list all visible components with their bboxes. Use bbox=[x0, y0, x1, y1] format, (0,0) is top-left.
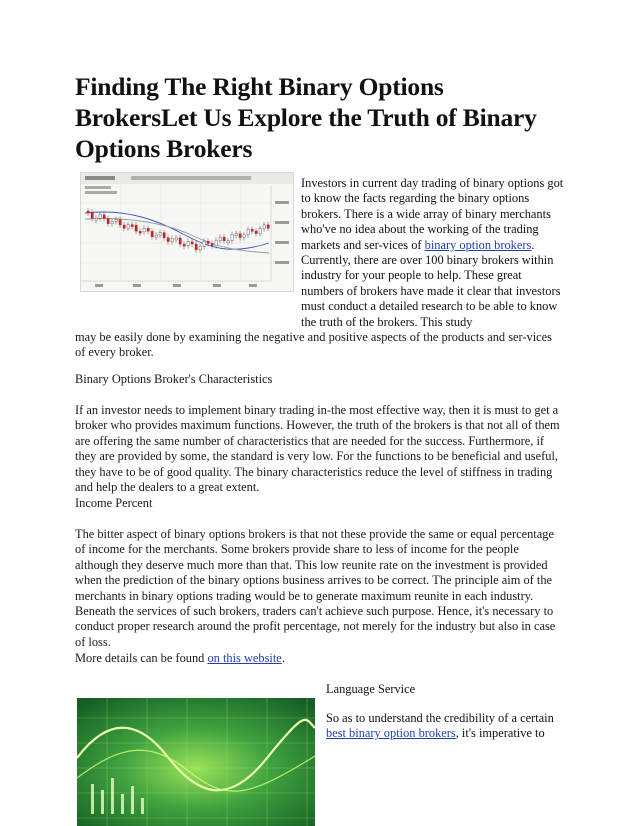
candle-body bbox=[131, 225, 133, 227]
candle-body bbox=[123, 225, 125, 228]
intro-paragraph-right bbox=[301, 176, 565, 330]
candle-body bbox=[219, 237, 221, 240]
candle-body bbox=[191, 242, 193, 244]
candle-body bbox=[179, 238, 181, 244]
language-text-1: So as to understand the credibility of a certain bbox=[326, 711, 554, 725]
green-chart-graphic bbox=[77, 698, 315, 826]
binary-option-brokers-link[interactable]: binary option brokers bbox=[424, 237, 532, 252]
candle-body bbox=[211, 244, 213, 246]
candle-body bbox=[111, 221, 113, 223]
candle-body bbox=[159, 233, 161, 235]
candle-body bbox=[139, 231, 141, 233]
candle-body bbox=[215, 240, 217, 245]
candle-body bbox=[259, 229, 261, 234]
candle-body bbox=[255, 231, 257, 234]
candle-body bbox=[251, 229, 253, 231]
candle-body bbox=[195, 244, 197, 250]
candle-body bbox=[107, 219, 109, 224]
candle-body bbox=[263, 225, 265, 229]
candle-body bbox=[167, 238, 169, 242]
candle-body bbox=[243, 235, 245, 238]
candle-body bbox=[151, 231, 153, 237]
section-body-language bbox=[326, 711, 566, 742]
financial-chart-image bbox=[77, 698, 315, 826]
candle-body bbox=[171, 238, 173, 241]
best-binary-option-brokers-link[interactable]: best binary option brokers bbox=[326, 726, 456, 741]
more-suffix: . bbox=[281, 651, 285, 665]
intro-text-1: Investors in current day trading of binary options got to know the facts regarding the binary options brokers. There is a wide array of binary merchants who've no idea about the working of the trading markets and ser-vices of bbox=[301, 176, 564, 252]
stock-chart-image bbox=[80, 172, 294, 292]
candle-body bbox=[99, 215, 101, 218]
candle-body bbox=[95, 218, 97, 220]
candle-body bbox=[115, 220, 117, 222]
candle-body bbox=[235, 234, 237, 236]
intro-text-2: . Currently, there are over 100 binary brokers within industry for your people to help. These great numbers of brokers have made it clear that investors must conduct a detailed research to be able to know the truth of the brokers. This study bbox=[301, 237, 561, 329]
section-heading-characteristics: Binary Options Broker's Characteristics bbox=[75, 372, 273, 386]
candle-body bbox=[227, 241, 229, 243]
candle-body bbox=[231, 235, 233, 241]
section-heading-language: Language Service bbox=[326, 682, 416, 696]
more-prefix: More details can be found bbox=[75, 651, 208, 665]
candle-body bbox=[199, 247, 201, 250]
section-body-income: The bitter aspect of binary options brokers is that not these provide the same or equal percentage of income for the merchants. Some brokers provide share to less of income for the people although they deserve much more than that. This low reunite rate on the investment is provided when the prediction of the binary options business arrives to be correct. The principle aim of the merchants in binary options trading would be to generate maximum reunite in each industry. Beneath the services of such brokers, traders can't achieve such purpose. Hence, it's necessary to conduct proper research around the profit percentage, not merely for the industry but also in case of loss. bbox=[75, 527, 556, 649]
intro-paragraph-continuation: may be easily done by examining the negative and positive aspects of the products and ser-vices of every broker. bbox=[75, 330, 552, 360]
candle-body bbox=[207, 241, 209, 243]
candle-body bbox=[103, 215, 105, 219]
candle-body bbox=[147, 228, 149, 231]
language-text-2: , it's imperative to bbox=[455, 726, 545, 741]
candle-body bbox=[183, 244, 185, 246]
candle-body bbox=[175, 238, 177, 240]
stock-chart-graphic bbox=[81, 173, 293, 291]
on-this-website-link[interactable]: on this website bbox=[207, 651, 282, 665]
candle-body bbox=[119, 220, 121, 225]
candle-body bbox=[247, 229, 249, 235]
candle-body bbox=[143, 228, 145, 232]
candle-body bbox=[87, 211, 89, 213]
candle-body bbox=[155, 235, 157, 237]
section-body-characteristics: If an investor needs to implement binary trading in-the most effective way, then it is must to get a broker who provides maximum functions. However, the truth of the brokers is that not all of them are offering the same number of characteristics that are needed for the success. Furthermore, if they are provided by some, the standard is very low. For the functions to be beneficial and useful, they have to be of good quality. The binary characteristics reduce the level of stiffness in trading and help the dealers to a great extent. bbox=[75, 403, 560, 495]
candle-body bbox=[163, 233, 165, 238]
candle-body bbox=[135, 225, 137, 231]
candle-body bbox=[223, 237, 225, 241]
candle-body bbox=[267, 225, 269, 228]
section-heading-income: Income Percent bbox=[75, 496, 153, 510]
more-details-line bbox=[75, 651, 565, 666]
candle-body bbox=[203, 241, 205, 246]
candle-body bbox=[91, 212, 93, 218]
candle-body bbox=[127, 225, 129, 229]
candle-body bbox=[239, 234, 241, 238]
candle-body bbox=[187, 242, 189, 246]
page-title: Finding The Right Binary Options BrokersLet Us Explore the Truth of Binary Options Brokers bbox=[75, 72, 537, 163]
